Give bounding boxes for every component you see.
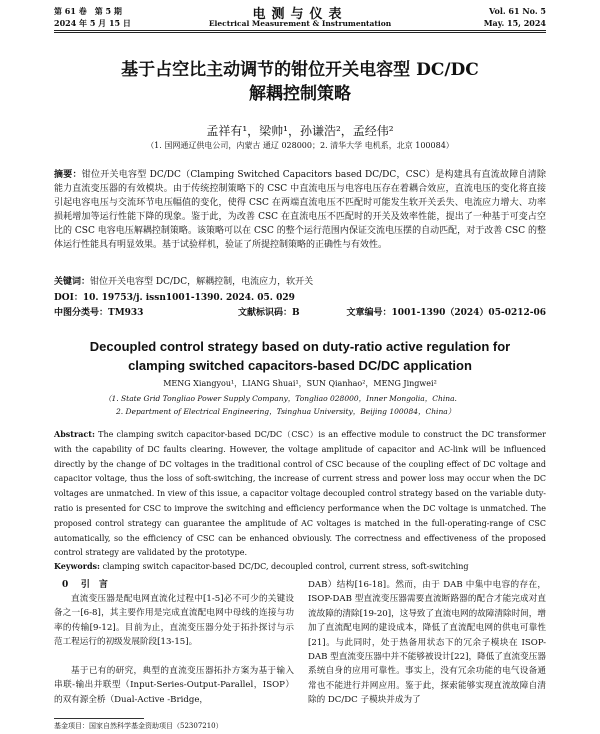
abstract-en xyxy=(54,427,546,561)
keywords-cn-text: 钳位开关电容型 DC/DC，解耦控制，电流应力，软开关 xyxy=(90,277,314,287)
keywords-en-label: Keywords: xyxy=(54,561,101,571)
authors-en: MENG Xiangyou¹，LIANG Shuai¹，SUN Qianhao²，MENG Jingwei² xyxy=(163,379,437,388)
authors-cn: 孟祥有¹，梁帅¹，孙谦浩²，孟经伟² xyxy=(206,124,394,138)
paper-title-en-line1: Decoupled control strategy based on duty-ratio active regulation for xyxy=(89,339,511,354)
keywords-cn xyxy=(54,275,546,289)
journal-date: 2024 年 5 月 15 日 xyxy=(54,18,131,28)
intro-left-paragraph-1: 直流变压器是配电网直流化过程中[1-5]必不可少的关键设备之一[6-8]，其主要作用是完成直流配电网中母线的连接与功率的传输[9-12]。目前为止，直流变压器分处于拓扑探讨与示范工程运行的初级发展阶段[13-15]。 xyxy=(54,594,294,648)
keywords-cn-label: 关键词： xyxy=(54,277,91,287)
paper-title-cn-line2: 解耦控制策略 xyxy=(249,84,351,104)
section-title: 引 言 xyxy=(80,580,108,590)
section-number: 0 xyxy=(62,580,69,590)
clc-number: 中图分类号：TM933 xyxy=(54,308,144,318)
journal-date-en: May. 15, 2024 xyxy=(483,18,546,28)
affiliation-en-1: （1. State Grid Tongliao Power Supply Company，Tongliao 028000，Inner Mongolia，China. xyxy=(104,394,457,403)
journal-volume-en: Vol. 61 No. 5 xyxy=(489,6,546,16)
paper-title-cn-line1: 基于占空比主动调节的钳位开关电容型 DC/DC xyxy=(121,60,479,80)
abstract-cn-text: 钳位开关电容型 DC/DC（Clamping Switched Capacitors based DC/DC，CSC）是构建具有直流故障自清除能力直流变压器的有效模块。由于传统控制策略下的 CSC 中直流电压与电容电压存在着耦合效应，直流电压的变化将直接引起电容电压与交流环节电压幅值的变化，使得 CSC 在两端直流电压不匹配时可能发生软开关丢失、电流应力增大、功率损耗增加等运行性能下降的现象。鉴于此，为改善 CSC 在直流电压不匹配时的开关及效率性能，提出了一种基于可变占空比的 CSC 电容电压解耦控制策略。该策略可以在 CSC 的整个运行范围内保证交流电压摆的自动匹配，对于改善 CSC 的整体运行性能具有明显效果。基于试验样机，验证了所提控制策略的正确性与有效性。 xyxy=(54,170,546,250)
affiliation-en-2: 2. Department of Electrical Engineering，Tsinghua University，Beijing 100084，China） xyxy=(116,407,456,416)
intro-left-paragraph-2: 基于已有的研究，典型的直流变压器拓扑方案为基于输入串联-输出并联型（Input-Series-Output-Parallel，ISOP）的双有源全桥（Dual-Active -Bridge， xyxy=(54,666,294,705)
header-rule xyxy=(54,30,546,31)
journal-title-cn: 电测与仪表 xyxy=(252,7,348,22)
intro-right-paragraph: DAB）结构[16-18]。然而，由于 DAB 中集中电容的存在，ISOP-DAB 型直流变压器需要直流断路器的配合才能完成对直流故障的清除[19-20]，这导致了直流电网的故障清除时间，增加了直流配电网的建设成本，降低了直流配电网的供电可靠性[21]。与此同时，处于热备用状态下的冗余子模块在 ISOP-DAB 型直流变压器中并不能够被设计[22]，降低了直流变压器系统自身的应用可靠性。事实上，没有冗余功能的电气设备通常也不能进行并网应用。鉴于此，探索能够实现直流故障自清除的 DC/DC 子模块并成为了 xyxy=(308,580,546,706)
article-number: 文章编号：1001-1390（2024）05-0212-06 xyxy=(346,308,546,318)
section-heading xyxy=(62,577,108,590)
header-rule-2 xyxy=(54,32,546,33)
footnote-rule xyxy=(54,718,144,719)
journal-volume: 第 61 卷 第 5 期 xyxy=(54,6,122,16)
paper-title-en-line2: clamping switched capacitors-based DC/DC application xyxy=(128,358,472,373)
abstract-en-text: The clamping switch capacitor-based DC/DC（CSC）is an effective module to construct the DC transformer with the capability of DC faults clearing. However, the voltage amplitude of capacitor and AC-link will be influenced directly by the change of DC voltages in the traditional control of CSC because of the coupling effect of DC voltage and capacitor voltage, thus the loss of soft-switching, the increase of current stress and power loss may occur when the DC voltages are unmatched. In view of this issue, a capacitor voltage decoupled control strategy based on the variable duty-ratio is presented for CSC to improve the switching and efficiency performance when the DC voltage is unmatched. The proposed control strategy can guarantee the amplitude of AC voltages is matched in the full-operating-range of CSC automatically, so the efficiency of CSC can be enhanced obviously. The correctness and effectiveness of the proposed control strategy are validated by the prototype. xyxy=(54,430,546,558)
journal-title-en: Electrical Measurement & Instrumentation xyxy=(208,19,392,28)
abstract-en-label: Abstract: xyxy=(54,429,95,439)
keywords-en-text: clamping switch capacitor-based DC/DC, decoupled control, current stress, soft-switching xyxy=(102,562,469,571)
doi: DOI：10. 19753/j. issn1001-1390. 2024. 05. 029 xyxy=(54,293,295,303)
affiliation-cn: （1. 国网通辽供电公司，内蒙古 通辽 028000；2. 清华大学 电机系，北京 100084） xyxy=(146,141,454,150)
keywords-en xyxy=(54,559,546,575)
document-code: 文献标识码：B xyxy=(238,308,300,318)
abstract-cn-label: 摘要： xyxy=(54,170,82,180)
footnote-funding: 基金项目：国家自然科学基金资助项目（52307210） xyxy=(54,722,223,730)
abstract-cn xyxy=(54,168,546,252)
